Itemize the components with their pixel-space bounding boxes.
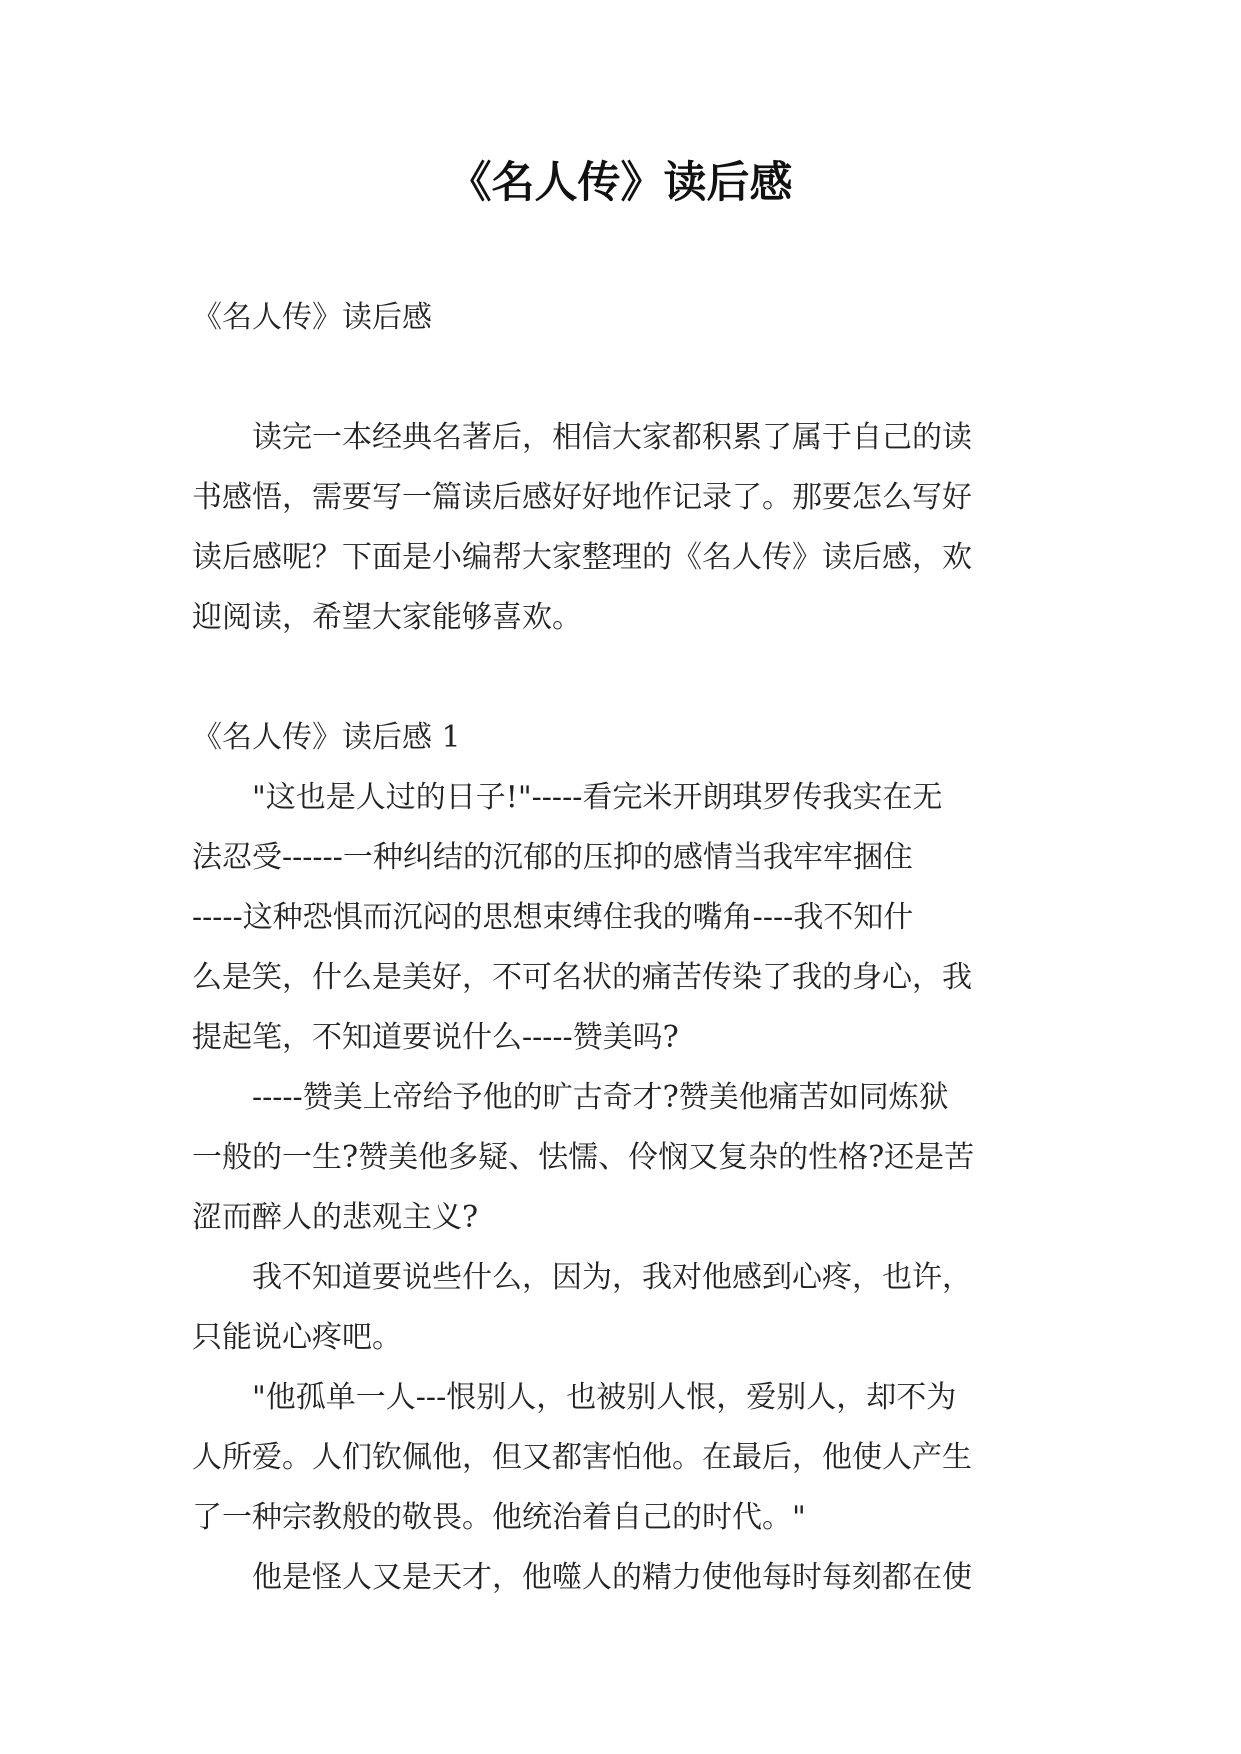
- blank-line: [192, 348, 1062, 408]
- text-line: 《名人传》读后感 1: [192, 720, 461, 755]
- text-line: "他孤单一人---恨别人，也被别人恨，爱别人，却不为: [192, 1380, 957, 1415]
- text-line: 《名人传》读后感: [192, 300, 432, 335]
- text-line: 法忍受------一种纠结的沉郁的压抑的感情当我牢牢捆住: [192, 840, 913, 875]
- text-line: 他是怪人又是天才，他噬人的精力使他每时每刻都在使: [192, 1560, 972, 1595]
- text-line: 只能说心疼吧。: [192, 1320, 402, 1355]
- text-line: -----赞美上帝给予他的旷古奇才?赞美他痛苦如同炼狱: [192, 1080, 949, 1115]
- text-line: -----这种恐惧而沉闷的思想束缚住我的嘴角----我不知什: [192, 900, 914, 935]
- text-line: 书感悟，需要写一篇读后感好好地作记录了。那要怎么写好: [192, 480, 972, 515]
- blank-line: [192, 648, 1062, 708]
- text-line: 涩而醉人的悲观主义?: [192, 1200, 479, 1235]
- text-line: 读完一本经典名著后，相信大家都积累了属于自己的读: [192, 420, 972, 455]
- text-line: 迎阅读，希望大家能够喜欢。: [192, 600, 582, 635]
- text-line: 提起笔，不知道要说什么-----赞美吗?: [192, 1020, 679, 1055]
- text-line: 了一种宗教般的敬畏。他统治着自己的时代。": [192, 1500, 806, 1535]
- document-body: [192, 288, 1062, 1608]
- text-line: 我不知道要说些什么，因为，我对他感到心疼，也许，: [192, 1260, 972, 1295]
- text-line: 么是笑，什么是美好，不可名状的痛苦传染了我的身心，我: [192, 960, 972, 995]
- text-line: 人所爱。人们钦佩他，但又都害怕他。在最后，他使人产生: [192, 1440, 972, 1475]
- text-line: 读后感呢？下面是小编帮大家整理的《名人传》读后感，欢: [192, 540, 972, 575]
- text-line: 一般的一生?赞美他多疑、怯懦、伶悯又复杂的性格?还是苦: [192, 1140, 975, 1175]
- text-line: "这也是人过的日子!"-----看完米开朗琪罗传我实在无: [192, 780, 943, 815]
- document-title: 《名人传》读后感: [448, 158, 793, 208]
